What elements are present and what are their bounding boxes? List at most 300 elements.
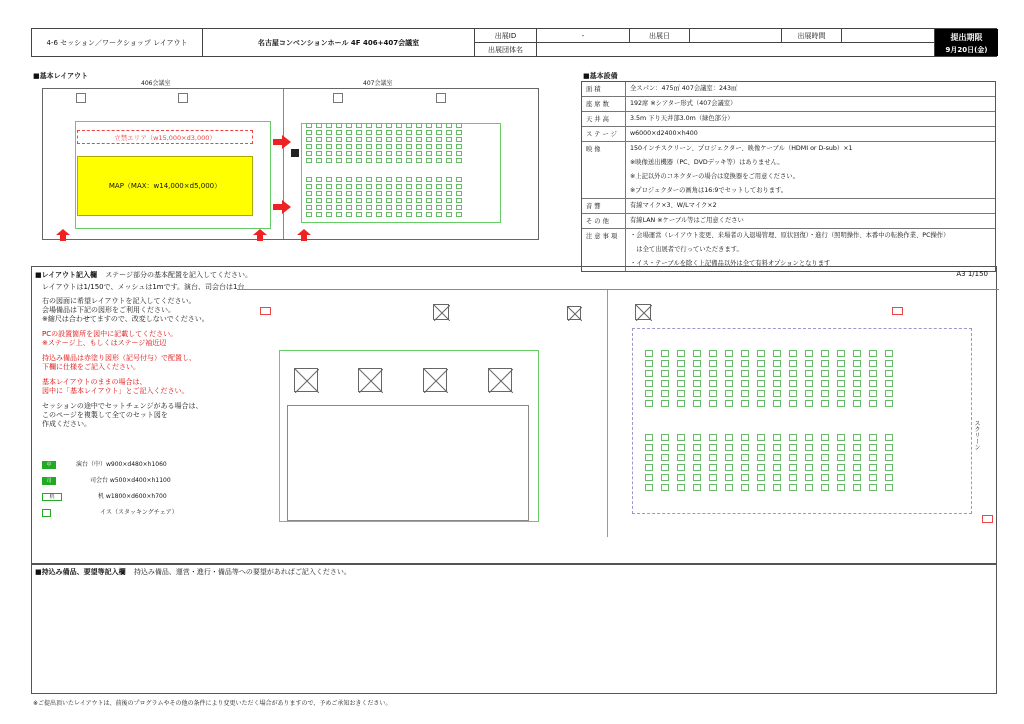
equipment-key: 面積	[582, 82, 626, 96]
chair	[356, 123, 362, 128]
chair	[693, 434, 701, 441]
chair	[661, 380, 669, 387]
instruction-line: 下欄に仕様をご記入ください。	[42, 363, 140, 371]
chair	[741, 464, 749, 471]
chair	[436, 151, 442, 156]
chair	[436, 212, 442, 217]
chair	[396, 212, 402, 217]
chair	[406, 212, 412, 217]
chair	[677, 474, 685, 481]
chair	[789, 380, 797, 387]
chair	[645, 484, 653, 491]
chair	[853, 350, 861, 357]
chair	[661, 350, 669, 357]
chair	[416, 177, 422, 182]
chair	[853, 484, 861, 491]
chair	[436, 177, 442, 182]
chair	[757, 484, 765, 491]
pillar-icon	[567, 306, 581, 320]
chair	[837, 370, 845, 377]
chair	[316, 198, 322, 203]
chair	[709, 400, 717, 407]
layout-entry-title: ■レイアウト記入欄	[35, 271, 98, 279]
chair	[446, 205, 452, 210]
equipment-value: ※プロジェクターの画角は16:9でセットしております。	[630, 187, 788, 194]
equipment-value: ・会場運営（レイアウト変更、来場者の入退場管理、原状回復）・進行（照明操作、本番中の転換作業、PC操作）	[630, 232, 950, 239]
chair	[316, 144, 322, 149]
desk-symbol[interactable]: 机	[42, 493, 62, 501]
chair	[805, 444, 813, 451]
chair	[446, 151, 452, 156]
chair	[446, 177, 452, 182]
basic-floor-plan	[42, 88, 539, 240]
seat-block-top[interactable]	[645, 350, 894, 407]
chair	[426, 151, 432, 156]
chair	[406, 198, 412, 203]
chair	[376, 191, 382, 196]
chair	[346, 191, 352, 196]
chair	[456, 130, 462, 135]
scale-label: A3 1/150	[956, 270, 988, 278]
chair	[366, 198, 372, 203]
chair	[837, 380, 845, 387]
chair	[709, 380, 717, 387]
chair	[306, 191, 312, 196]
chair	[773, 474, 781, 481]
chair	[789, 454, 797, 461]
chair	[821, 454, 829, 461]
chair	[326, 151, 332, 156]
chair	[356, 158, 362, 163]
chair	[789, 390, 797, 397]
legend-desk	[42, 489, 178, 505]
instruction-line: ※ステージ上、もしくはステージ袖近辺	[42, 339, 167, 347]
entry-arrow-icon	[297, 229, 311, 243]
chair	[436, 158, 442, 163]
chair	[645, 350, 653, 357]
chair	[661, 454, 669, 461]
chair	[725, 444, 733, 451]
chair	[741, 380, 749, 387]
chair	[693, 474, 701, 481]
equipment-row	[582, 112, 995, 127]
chair	[386, 184, 392, 189]
chair	[416, 144, 422, 149]
chair	[789, 360, 797, 367]
chair	[376, 177, 382, 182]
chair	[693, 400, 701, 407]
equipment-value: は全て出展者で行っていただきます。	[630, 246, 743, 253]
chair	[436, 191, 442, 196]
chair	[757, 464, 765, 471]
equipment-value: 192席 ※シアター形式（407会議室）	[630, 100, 737, 107]
chair	[757, 400, 765, 407]
chair	[406, 158, 412, 163]
chair	[306, 137, 312, 142]
chair	[426, 198, 432, 203]
layout-entry-subtitle: ステージ部分の基本配置を記入してください。	[105, 271, 253, 279]
chair	[741, 350, 749, 357]
chair	[326, 158, 332, 163]
entry-arrow-icon	[273, 200, 291, 216]
lectern-symbol[interactable]: 中	[42, 461, 56, 469]
lectern-label: 演台（中）w900×d480×h1060	[76, 461, 167, 468]
chair	[693, 464, 701, 471]
deadline-date: 9月20日(金)	[945, 46, 988, 54]
chair	[326, 212, 332, 217]
chair	[645, 444, 653, 451]
legend-lectern	[42, 457, 178, 473]
chair	[869, 464, 877, 471]
chair	[426, 158, 432, 163]
exhibitor-id-value[interactable]: -	[537, 29, 630, 42]
equipment-key	[582, 170, 626, 184]
chair	[853, 464, 861, 471]
deadline-title: 提出期限	[950, 33, 983, 42]
chair	[386, 212, 392, 217]
chair	[869, 484, 877, 491]
projector-icon	[488, 368, 512, 392]
desk-label: 机 w1800×d600×h700	[98, 493, 167, 500]
venue-title: 名古屋コンベンションホール 4F 406+407会議室	[203, 29, 475, 56]
chair	[709, 350, 717, 357]
chair	[693, 390, 701, 397]
chair	[837, 400, 845, 407]
chair	[416, 212, 422, 217]
chair	[396, 130, 402, 135]
chair	[366, 137, 372, 142]
room-406-label: 406会議室	[141, 80, 171, 87]
pillar-icon	[635, 304, 651, 320]
chair	[396, 177, 402, 182]
footnote: ※ご提出頂いたレイアウトは、前後のプログラムやその他の条件により変更いただく場合がありますので、予めご承知おきください。	[33, 700, 392, 707]
chair	[805, 350, 813, 357]
legend-chair	[42, 505, 178, 521]
seat-block-bottom[interactable]	[645, 434, 894, 491]
chair	[436, 205, 442, 210]
chair	[885, 350, 893, 357]
equipment-row	[582, 170, 995, 184]
layout-entry-panel	[31, 266, 997, 564]
chair	[406, 130, 412, 135]
chair	[837, 484, 845, 491]
chair	[837, 434, 845, 441]
instruction-line: 作成ください。	[42, 420, 91, 428]
chair	[645, 380, 653, 387]
chair	[853, 444, 861, 451]
chair	[709, 474, 717, 481]
bring-in-subtitle: 持込み備品、運営・進行・備品等への要望があればご記入ください。	[133, 568, 351, 576]
chair	[346, 184, 352, 189]
date-label: 出展日	[630, 29, 690, 42]
entry-floor-plan[interactable]	[237, 289, 999, 537]
chair	[741, 360, 749, 367]
chair	[336, 212, 342, 217]
chair	[326, 184, 332, 189]
chair	[426, 212, 432, 217]
chair	[356, 130, 362, 135]
chair	[821, 380, 829, 387]
chair	[821, 350, 829, 357]
chair	[741, 444, 749, 451]
chair	[661, 360, 669, 367]
bring-in-panel[interactable]	[31, 564, 997, 694]
chair	[869, 350, 877, 357]
chair	[661, 400, 669, 407]
chair	[316, 177, 322, 182]
pillar-icon	[433, 304, 449, 320]
chair	[661, 390, 669, 397]
equipment-key: その他	[582, 214, 626, 228]
chair	[356, 205, 362, 210]
chair	[645, 360, 653, 367]
chair	[366, 130, 372, 135]
seat-block-bottom	[306, 177, 463, 217]
chair	[805, 434, 813, 441]
chair	[885, 444, 893, 451]
chair	[426, 137, 432, 142]
chair	[885, 474, 893, 481]
chair	[426, 205, 432, 210]
chair	[446, 212, 452, 217]
chair	[805, 370, 813, 377]
chair	[366, 144, 372, 149]
chair	[661, 434, 669, 441]
chair	[346, 158, 352, 163]
chair	[386, 205, 392, 210]
chair	[396, 205, 402, 210]
chair	[869, 474, 877, 481]
chair	[396, 137, 402, 142]
chair	[837, 390, 845, 397]
chair	[869, 390, 877, 397]
chair	[336, 205, 342, 210]
chair	[773, 350, 781, 357]
chair	[789, 484, 797, 491]
chair	[693, 350, 701, 357]
chair	[406, 137, 412, 142]
chair-symbol[interactable]	[42, 509, 51, 517]
chair	[661, 474, 669, 481]
chair	[456, 137, 462, 142]
chair	[366, 177, 372, 182]
chair	[709, 434, 717, 441]
group-field[interactable]	[537, 42, 935, 56]
equipment-key: ステージ	[582, 127, 626, 141]
chair	[326, 191, 332, 196]
equipment-row	[582, 127, 995, 142]
chair	[789, 400, 797, 407]
chair	[436, 198, 442, 203]
chair	[869, 380, 877, 387]
chair	[693, 454, 701, 461]
chair	[356, 144, 362, 149]
chair	[396, 123, 402, 128]
chair	[366, 191, 372, 196]
chair	[396, 184, 402, 189]
chair	[645, 400, 653, 407]
chair	[336, 177, 342, 182]
chair	[416, 123, 422, 128]
equipment-row	[582, 184, 995, 199]
chair	[376, 198, 382, 203]
chair	[446, 184, 452, 189]
chair	[436, 184, 442, 189]
chair	[376, 212, 382, 217]
chair	[885, 360, 893, 367]
chair	[376, 158, 382, 163]
equipment-value: 全スパン：475㎡ 407会議室：243㎡	[630, 85, 738, 92]
chair	[346, 198, 352, 203]
projector-icon	[358, 368, 382, 392]
chair	[645, 464, 653, 471]
chair	[336, 184, 342, 189]
instruction-line: このページを複製して全てのセット図を	[42, 411, 168, 419]
instruction-line: 持込み備品は赤塗り図形（記号付与）で配置し、	[42, 354, 196, 362]
chair	[326, 130, 332, 135]
chair	[456, 177, 462, 182]
chair	[426, 130, 432, 135]
chair	[677, 380, 685, 387]
chair	[336, 130, 342, 135]
chair	[356, 151, 362, 156]
chair	[741, 390, 749, 397]
equipment-key: 座席数	[582, 97, 626, 111]
chair	[386, 123, 392, 128]
chair	[316, 123, 322, 128]
chair	[885, 454, 893, 461]
chair	[386, 158, 392, 163]
chair	[805, 400, 813, 407]
chair	[661, 444, 669, 451]
chair	[316, 205, 322, 210]
map-area: MAP（MAX：w14,000×d5,000）	[77, 156, 253, 216]
chair	[326, 198, 332, 203]
chair	[326, 205, 332, 210]
chair	[306, 144, 312, 149]
chair	[426, 123, 432, 128]
chair	[406, 177, 412, 182]
equipment-value: ※上記以外のコネクターの場合は変換器をご用意ください。	[630, 173, 799, 180]
equipment-row	[582, 214, 995, 229]
chair	[406, 205, 412, 210]
chair	[306, 158, 312, 163]
bring-in-title: ■持込み備品、要望等記入欄	[35, 568, 126, 576]
chair	[789, 464, 797, 471]
chair	[645, 454, 653, 461]
instruction-line: 会場備品は下記の図形をご利用ください。	[42, 306, 175, 314]
chair	[741, 400, 749, 407]
chair	[773, 434, 781, 441]
chair	[725, 434, 733, 441]
room-407-label: 407会議室	[363, 80, 393, 87]
equipment-value: ・イス・テーブルを除く上記備品以外は全て有料オプションとなります	[630, 260, 831, 267]
chair	[356, 198, 362, 203]
entry-arrow-icon	[273, 135, 291, 151]
chair	[406, 184, 412, 189]
chair	[416, 137, 422, 142]
chair	[336, 144, 342, 149]
equipment-title: ■基本設備	[583, 72, 618, 80]
equipment-value: 有線マイク×3、W/Lマイク×2	[630, 202, 717, 209]
chair	[773, 484, 781, 491]
chair	[709, 484, 717, 491]
layout-entry-heading	[35, 270, 252, 280]
instruction-line: PCの設置箇所を図中に記載してください。	[42, 330, 178, 338]
chair	[316, 137, 322, 142]
legend-mc-stand	[42, 473, 178, 489]
chair	[709, 444, 717, 451]
chair	[446, 130, 452, 135]
chair	[725, 350, 733, 357]
chair	[336, 191, 342, 196]
chair	[456, 198, 462, 203]
chair	[661, 464, 669, 471]
chair	[757, 350, 765, 357]
instructions	[42, 283, 245, 429]
chair	[741, 474, 749, 481]
date-field[interactable]	[690, 29, 782, 42]
chair	[645, 390, 653, 397]
legend	[42, 457, 178, 521]
chair	[773, 360, 781, 367]
room-divider	[607, 290, 608, 537]
chair	[456, 205, 462, 210]
chair	[885, 484, 893, 491]
chair	[821, 400, 829, 407]
chair	[741, 454, 749, 461]
chair	[346, 137, 352, 142]
chair	[853, 390, 861, 397]
chair	[316, 184, 322, 189]
chair	[677, 390, 685, 397]
chair	[789, 444, 797, 451]
chair	[376, 123, 382, 128]
chair	[725, 474, 733, 481]
chair	[436, 144, 442, 149]
chair	[757, 454, 765, 461]
chair	[416, 191, 422, 196]
chair	[356, 212, 362, 217]
mc-stand-symbol[interactable]: 司	[42, 477, 56, 485]
chair	[773, 444, 781, 451]
bring-in-heading	[35, 567, 351, 577]
chair	[306, 212, 312, 217]
chair	[741, 434, 749, 441]
deadline-badge	[935, 29, 998, 56]
chair	[376, 130, 382, 135]
chair	[821, 434, 829, 441]
chair	[316, 212, 322, 217]
chair	[869, 400, 877, 407]
chair	[396, 191, 402, 196]
chair	[396, 151, 402, 156]
header-table	[31, 28, 997, 57]
chair	[366, 184, 372, 189]
chair	[316, 151, 322, 156]
no-entry-area: 立禁エリア（w15,000×d3,000）	[77, 130, 253, 144]
instruction-line: 図中に「基本レイアウト」とご記入ください。	[42, 387, 189, 395]
chair	[436, 137, 442, 142]
chair	[677, 464, 685, 471]
chair	[693, 444, 701, 451]
chair	[725, 380, 733, 387]
chair	[416, 205, 422, 210]
chair	[306, 184, 312, 189]
chair	[821, 484, 829, 491]
chair	[436, 123, 442, 128]
time-field[interactable]	[842, 29, 935, 42]
